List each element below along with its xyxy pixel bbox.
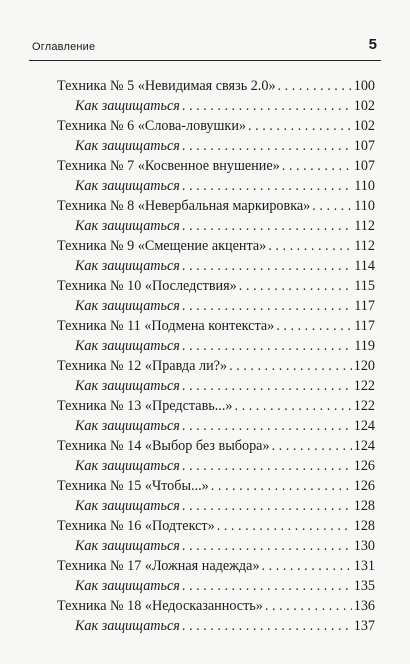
toc-subsection-title: Как защищаться [75, 218, 180, 234]
toc-leader-dots [182, 416, 352, 436]
toc-technique-title: Техника № 15 «Чтобы...» [57, 478, 209, 494]
toc-leader-dots [182, 576, 352, 596]
toc-leader-dots [239, 276, 352, 296]
toc-technique-line [57, 396, 375, 416]
toc-page-number: 100 [353, 78, 375, 94]
toc-leader-dots [272, 436, 352, 456]
toc-page-number: 114 [354, 258, 375, 274]
toc-leader-dots [182, 176, 352, 196]
toc-page-number: 124 [353, 438, 375, 454]
toc-technique-title: Техника № 17 «Ложная надежда» [57, 558, 260, 574]
toc-leader-dots [182, 216, 352, 236]
toc-subsection-line [57, 456, 375, 476]
toc-technique-line [57, 276, 375, 296]
toc-technique-title: Техника № 8 «Невербальная маркировка» [57, 198, 311, 214]
toc-page-number: 135 [353, 578, 375, 594]
toc-technique-title: Техника № 7 «Косвенное внушение» [57, 158, 280, 174]
toc-technique-line [57, 236, 375, 256]
toc-page-number: 112 [354, 238, 375, 254]
toc-page-number: 128 [353, 518, 375, 534]
toc-subsection-title: Как защищаться [75, 138, 180, 154]
toc-subsection-line [57, 496, 375, 516]
toc-page-number: 137 [353, 618, 375, 634]
toc-subsection-title: Как защищаться [75, 298, 180, 314]
toc-subsection-line [57, 216, 375, 236]
toc-page-number: 130 [353, 538, 375, 554]
toc-entry [57, 436, 375, 476]
toc-technique-line [57, 116, 375, 136]
toc-page-number: 115 [354, 278, 375, 294]
toc-entry [57, 556, 375, 596]
toc-page-number: 136 [353, 598, 375, 614]
toc-technique-title: Техника № 11 «Подмена контекста» [57, 318, 275, 334]
toc-technique-title: Техника № 13 «Представь...» [57, 398, 233, 414]
toc-subsection-line [57, 376, 375, 396]
toc-leader-dots [312, 196, 352, 216]
toc-subsection-line [57, 536, 375, 556]
toc-subsection-title: Как защищаться [75, 378, 180, 394]
toc-subsection-title: Как защищаться [75, 458, 180, 474]
toc-technique-line [57, 556, 375, 576]
toc-leader-dots [276, 316, 352, 336]
toc-entry [57, 236, 375, 276]
toc-entry [57, 396, 375, 436]
running-head: Оглавление [32, 41, 96, 53]
toc-page-number: 131 [353, 558, 375, 574]
toc-leader-dots [262, 556, 352, 576]
toc-technique-line [57, 76, 375, 96]
toc-subsection-title: Как защищаться [75, 178, 180, 194]
toc-subsection-title: Как защищаться [75, 538, 180, 554]
toc-technique-title: Техника № 14 «Выбор без выбора» [57, 438, 270, 454]
toc-leader-dots [211, 476, 352, 496]
toc-page-number: 126 [353, 458, 375, 474]
toc-leader-dots [182, 616, 352, 636]
toc-technique-line [57, 156, 375, 176]
toc-subsection-line [57, 416, 375, 436]
toc-subsection-title: Как защищаться [75, 258, 180, 274]
toc-subsection-title: Как защищаться [75, 498, 180, 514]
toc-technique-title: Техника № 6 «Слова-ловушки» [57, 118, 247, 134]
toc-page-number: 119 [354, 338, 375, 354]
toc-subsection-line [57, 96, 375, 116]
toc-leader-dots [278, 76, 352, 96]
toc-subsection-line [57, 576, 375, 596]
toc-subsection-line [57, 616, 375, 636]
toc-technique-line [57, 436, 375, 456]
toc-leader-dots [182, 496, 352, 516]
toc-page-number: 112 [354, 218, 375, 234]
toc-leader-dots [182, 456, 352, 476]
toc-subsection-title: Как защищаться [75, 98, 180, 114]
page-number: 5 [368, 36, 377, 53]
toc-leader-dots [182, 296, 352, 316]
toc-page-number: 110 [354, 198, 375, 214]
toc-technique-line [57, 316, 375, 336]
toc-entry [57, 596, 375, 636]
toc-page-number: 128 [353, 498, 375, 514]
toc-subsection-line [57, 136, 375, 156]
toc-subsection-line [57, 296, 375, 316]
toc-subsection-line [57, 176, 375, 196]
toc-page-number: 124 [353, 418, 375, 434]
toc-technique-title: Техника № 18 «Недосказанность» [57, 598, 263, 614]
toc-leader-dots [182, 536, 352, 556]
toc-subsection-line [57, 256, 375, 276]
toc-entry [57, 196, 375, 236]
toc-leader-dots [235, 396, 352, 416]
toc-entry [57, 476, 375, 516]
toc-technique-title: Техника № 9 «Смещение акцента» [57, 238, 267, 254]
toc-entry [57, 316, 375, 356]
toc-technique-line [57, 476, 375, 496]
toc-entry [57, 156, 375, 196]
toc-page-number: 126 [353, 478, 375, 494]
toc-page-number: 117 [354, 298, 375, 314]
toc-leader-dots [268, 236, 352, 256]
toc-leader-dots [182, 376, 352, 396]
toc-technique-title: Техника № 5 «Невидимая связь 2.0» [57, 78, 276, 94]
toc-page-number: 107 [353, 158, 375, 174]
toc-subsection-line [57, 336, 375, 356]
toc-leader-dots [229, 356, 352, 376]
toc-subsection-title: Как защищаться [75, 578, 180, 594]
toc-page-number: 120 [353, 358, 375, 374]
toc-entry [57, 516, 375, 556]
toc-entry [57, 276, 375, 316]
toc-subsection-title: Как защищаться [75, 618, 180, 634]
toc-page-number: 102 [353, 118, 375, 134]
toc-leader-dots [182, 136, 352, 156]
toc-technique-line [57, 356, 375, 376]
toc-leader-dots [248, 116, 352, 136]
toc-leader-dots [182, 96, 352, 116]
toc-technique-title: Техника № 10 «Последствия» [57, 278, 237, 294]
toc-technique-title: Техника № 16 «Подтекст» [57, 518, 215, 534]
toc-technique-title: Техника № 12 «Правда ли?» [57, 358, 228, 374]
toc-page-number: 122 [353, 398, 375, 414]
toc-page-number: 122 [353, 378, 375, 394]
toc-subsection-title: Как защищаться [75, 338, 180, 354]
toc-page-number: 110 [354, 178, 375, 194]
toc-leader-dots [265, 596, 352, 616]
toc-subsection-title: Как защищаться [75, 418, 180, 434]
toc-page-number: 117 [354, 318, 375, 334]
toc-technique-line [57, 196, 375, 216]
toc-page-number: 102 [353, 98, 375, 114]
toc-entry [57, 116, 375, 156]
toc-technique-line [57, 516, 375, 536]
page-header [29, 30, 381, 61]
toc-page-number: 107 [353, 138, 375, 154]
toc-leader-dots [182, 336, 352, 356]
toc-leader-dots [282, 156, 352, 176]
toc-entry [57, 356, 375, 396]
toc-leader-dots [217, 516, 352, 536]
table-of-contents [57, 76, 375, 636]
toc-technique-line [57, 596, 375, 616]
toc-leader-dots [182, 256, 352, 276]
toc-entry [57, 76, 375, 116]
